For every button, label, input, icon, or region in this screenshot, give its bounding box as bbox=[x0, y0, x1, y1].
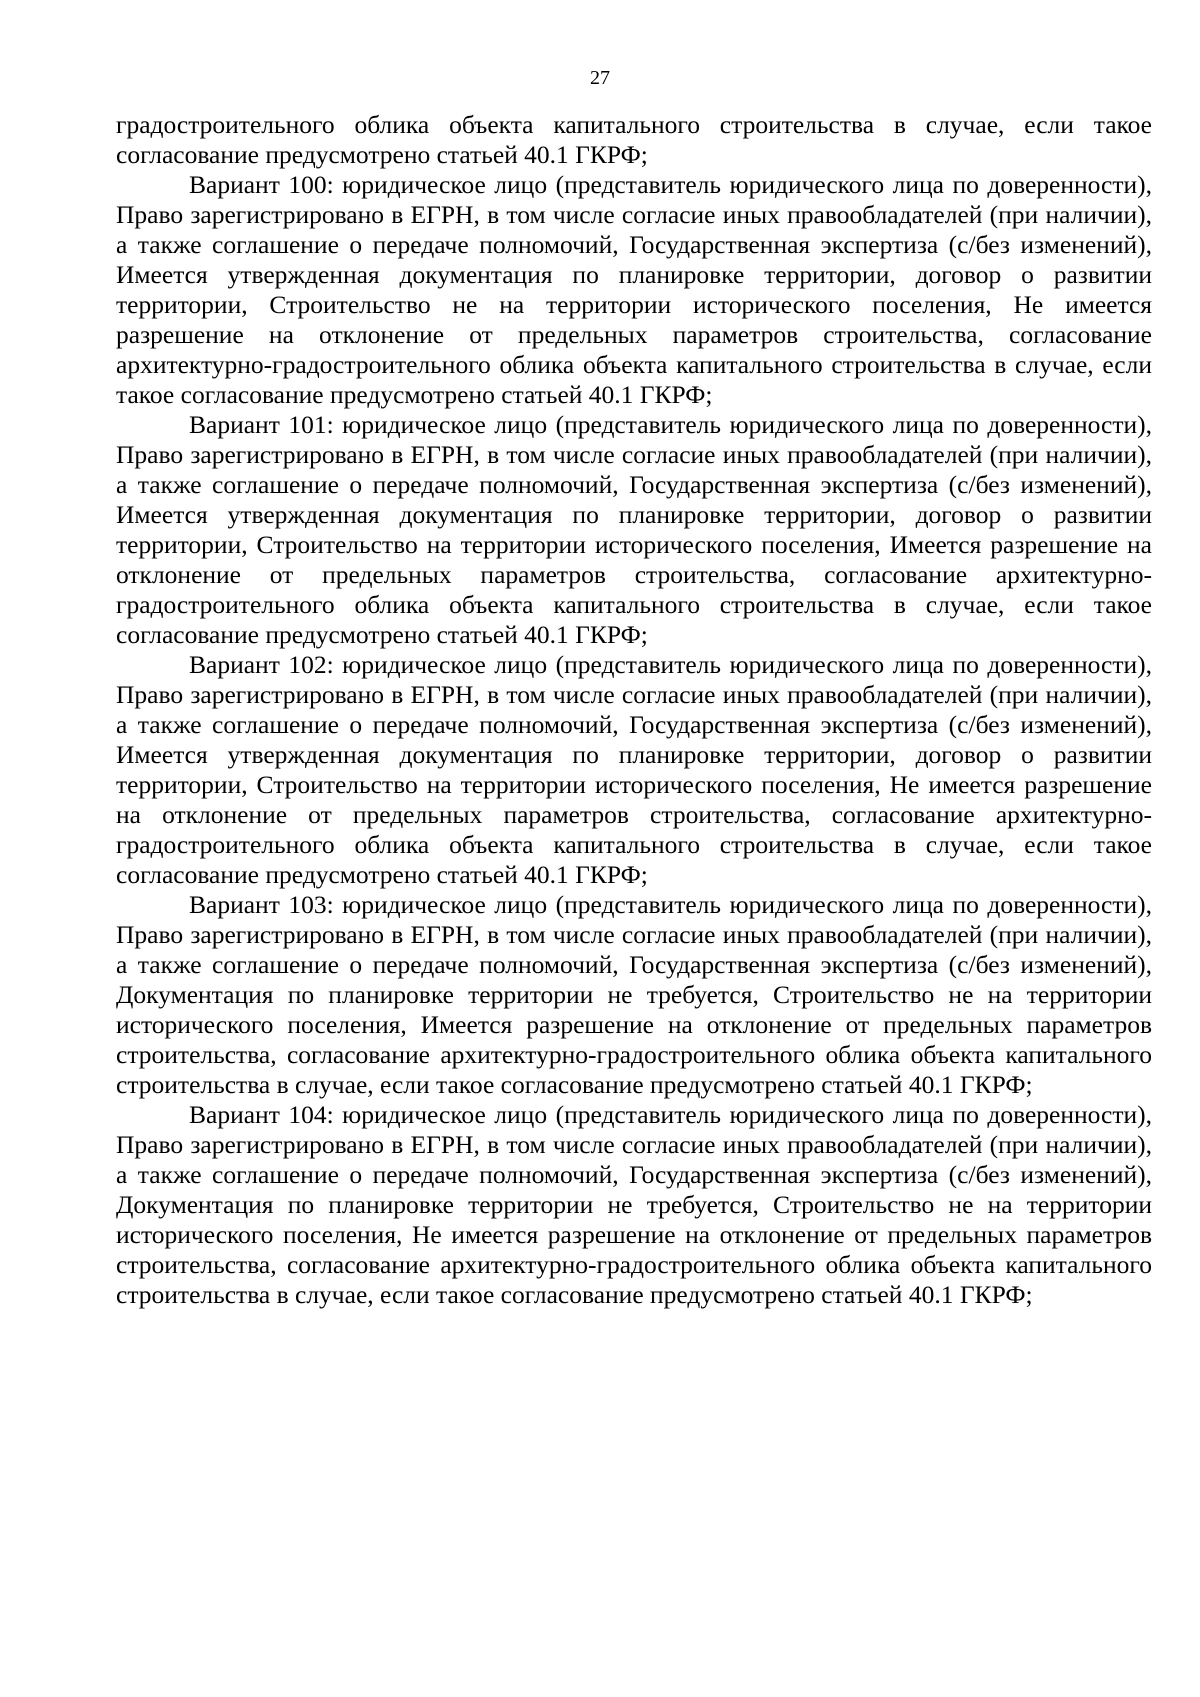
document-body bbox=[116, 110, 1152, 1310]
paragraph-variant-103: Вариант 103: юридическое лицо (представитель юридического лица по доверенности), Право зарегистрировано в ЕГРН, в том числе согласие иных правообладателей (при наличии), а также соглашение о передаче полномочий, Государственная экспертиза (с/без изменений), Документация по планировке территории не требуется, Строительство не на территории исторического поселения, Имеется разрешение на отклонение от предельных параметров строительства, согласование архитектурно-градостроительного облика объекта капитального строительства в случае, если такое согласование предусмотрено статьей 40.1 ГКРФ; bbox=[116, 890, 1152, 1099]
paragraph-variant-104: Вариант 104: юридическое лицо (представитель юридического лица по доверенности), Право зарегистрировано в ЕГРН, в том числе согласие иных правообладателей (при наличии), а также соглашение о передаче полномочий, Государственная экспертиза (с/без изменений), Документация по планировке территории не требуется, Строительство не на территории исторического поселения, Не имеется разрешение на отклонение от предельных параметров строительства, согласование архитектурно-градостроительного облика объекта капитального строительства в случае, если такое согласование предусмотрено статьей 40.1 ГКРФ; bbox=[116, 1100, 1152, 1309]
paragraph-variant-100: Вариант 100: юридическое лицо (представитель юридического лица по доверенности), Право зарегистрировано в ЕГРН, в том числе согласие иных правообладателей (при наличии), а также соглашение о передаче полномочий, Государственная экспертиза (с/без изменений), Имеется утвержденная документация по планировке территории, договор о развитии территории, Строительство не на территории исторического поселения, Не имеется разрешение на отклонение от предельных параметров строительства, согласование архитектурно-градостроительного облика объекта капитального строительства в случае, если такое согласование предусмотрено статьей 40.1 ГКРФ; bbox=[116, 170, 1152, 409]
page-number: 27 bbox=[590, 67, 610, 89]
paragraph-variant-101: Вариант 101: юридическое лицо (представитель юридического лица по доверенности), Право зарегистрировано в ЕГРН, в том числе согласие иных правообладателей (при наличии), а также соглашение о передаче полномочий, Государственная экспертиза (с/без изменений), Имеется утвержденная документация по планировке территории, договор о развитии территории, Строительство на территории исторического поселения, Имеется разрешение на отклонение от предельных параметров строительства, согласование архитектурно-градостроительного облика объекта капитального строительства в случае, если такое согласование предусмотрено статьей 40.1 ГКРФ; bbox=[116, 410, 1152, 649]
paragraph-continuation: градостроительного облика объекта капитального строительства в случае, если такое согласование предусмотрено статьей 40.1 ГКРФ; bbox=[116, 110, 1152, 169]
paragraph-variant-102: Вариант 102: юридическое лицо (представитель юридического лица по доверенности), Право зарегистрировано в ЕГРН, в том числе согласие иных правообладателей (при наличии), а также соглашение о передаче полномочий, Государственная экспертиза (с/без изменений), Имеется утвержденная документация по планировке территории, договор о развитии территории, Строительство на территории исторического поселения, Не имеется разрешение на отклонение от предельных параметров строительства, согласование архитектурно-градостроительного облика объекта капитального строительства в случае, если такое согласование предусмотрено статьей 40.1 ГКРФ; bbox=[116, 650, 1152, 889]
